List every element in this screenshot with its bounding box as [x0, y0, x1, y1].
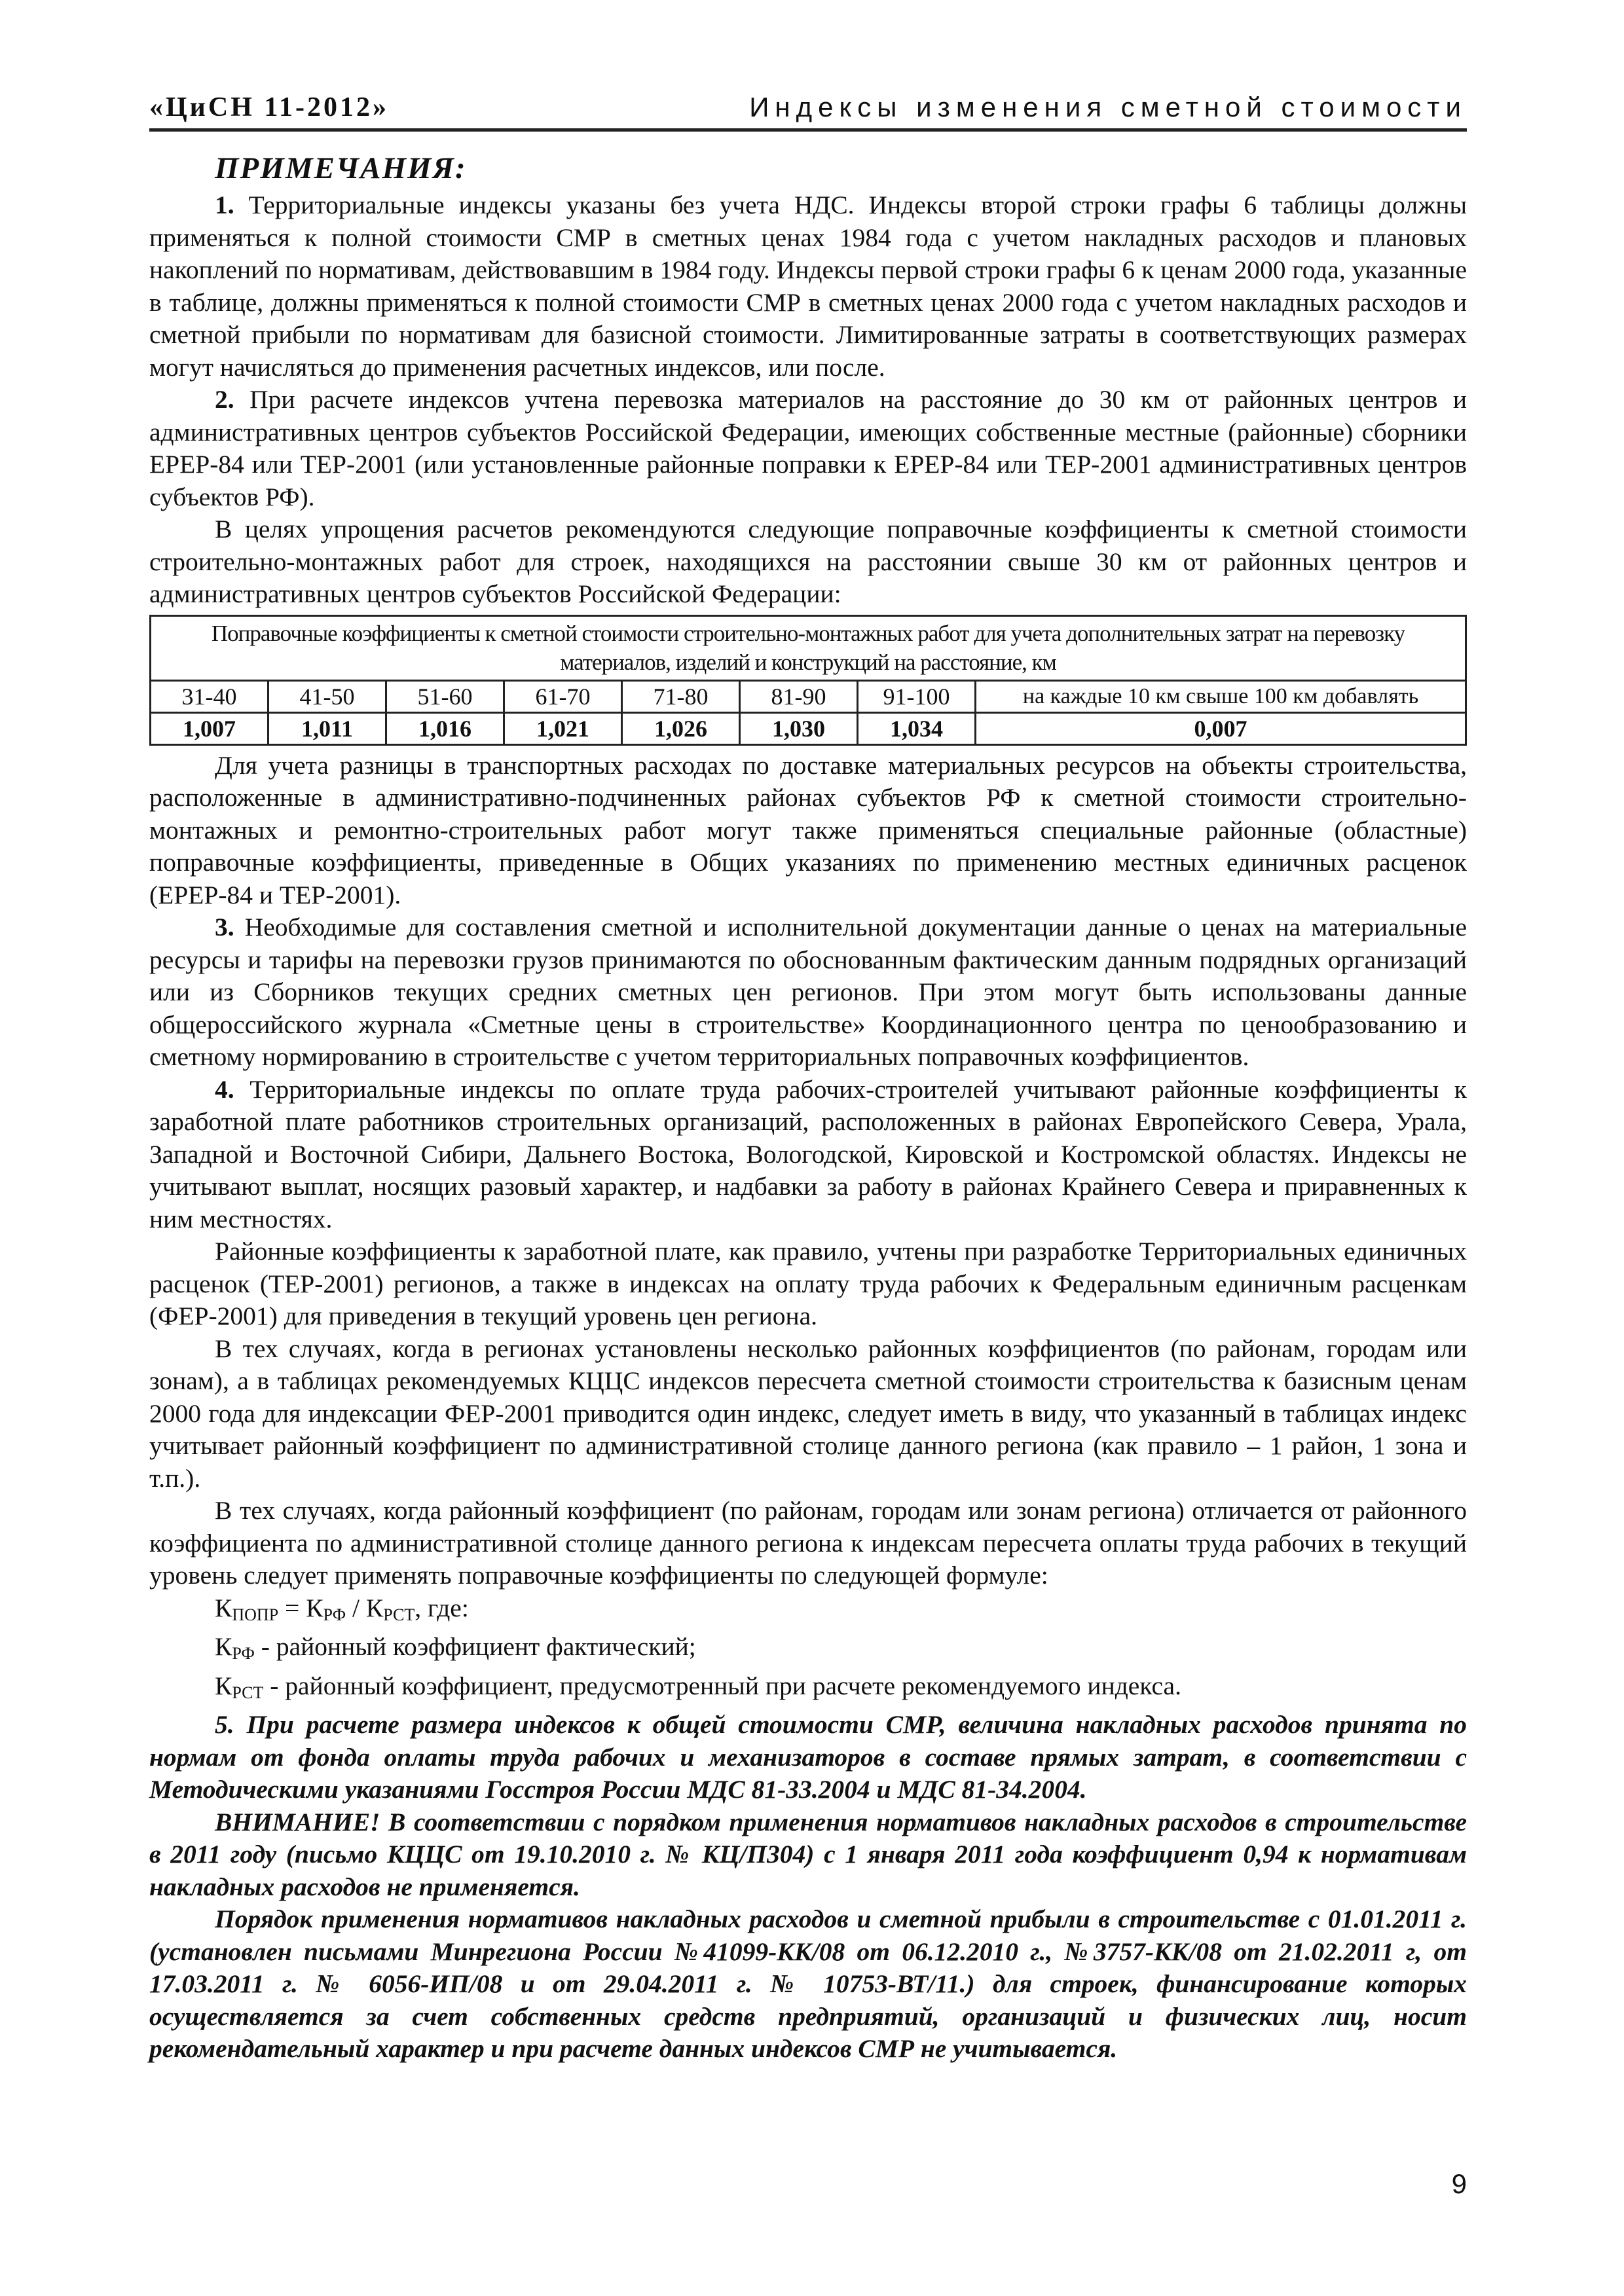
header-title: Индексы изменения сметной стоимости: [749, 92, 1467, 122]
note-3-text: Необходимые для составления сметной и исполнительной документации данные о ценах на материальные ресурсы и тарифы на перевозки грузов принимаются по обоснованным фактическим данным подрядных организаций или из Сборников текущих средних сметных цен регионов. При этом могут быть использованы данные общероссийского журнала «Сметные цены в строительстве» Координационного центра по ценообразованию и сметному нормированию в строительстве с учетом территориальных поправочных коэффициентов.: [149, 913, 1467, 1071]
note-5-procedure: Порядок применения нормативов накладных расходов и сметной прибыли в строительстве с 01.01.2011 г. (установлен письмами Минрегиона России №41099-КК/08 от 06.12.2010 г., №3757-КК/08 от 21.02.2011 г, от 17.03.2011 г. № 6056-ИП/08 и от 29.04.2011 г. № 10753-ВТ/11.) для строек, финансирование которых осуществляется за счет собственных средств предприятий, организаций и физических лиц, носит рекомендательный характер и при расчете данных индексов СМР не учитывается.: [149, 1904, 1467, 2063]
main-content: [149, 147, 1467, 2066]
header-rule: [149, 128, 1467, 132]
table-value-cell: 1,007: [151, 712, 268, 744]
table-header-cell: на каждые 10 км свыше 100 км добавлять: [976, 680, 1466, 712]
note-2-text: При расчете индексов учтена перевозка материалов на расстояние до 30 км от районных центров и административных центров субъектов Российской Федерации, имеющих собственные местные (районные) сборники ЕРЕР-84 или ТЕР-2001 (или установленные районные поправки к ЕРЕР-84 или ТЕР-2001 административных центров субъектов РФ).: [149, 385, 1467, 511]
after-table-paragraph: Для учета разницы в транспортных расходах по доставке материальных ресурсов на объекты строительства, расположенные в административно-подчиненных районах субъектов РФ к сметной стоимости строительно-монтажных и ремонтно-строительных работ могут также применяться специальные районные (областные) поправочные коэффициенты, приведенные в Общих указаниях по применению местных единичных расценок (ЕРЕР-84 и ТЕР-2001).: [149, 750, 1467, 909]
table-value-cell: 0,007: [976, 712, 1466, 744]
note-5-attention: ВНИМАНИЕ! В соответствии с порядком применения нормативов накладных расходов в строительстве в 2011 году (письмо КЦЦС от 19.10.2010 г. № КЦ/П304) с 1 января 2011 года коэффициент 0,94 к нормативам накладных расходов не применяется.: [149, 1807, 1467, 1901]
table-header-cell: 71-80: [622, 680, 740, 712]
note-2-paragraph-2: В целях упрощения расчетов рекомендуются следующие поправочные коэффициенты к сметной стоимости строительно-монтажных работ для строек, находящихся на расстоянии свыше 30 км от районных центров и административных центров субъектов Российской Федерации:: [149, 515, 1467, 608]
note-4-paragraph-3: В тех случаях, когда в регионах установлены несколько районных коэффициентов (по районам, городам или зонам), а в таблицах рекомендуемых КЦЦС индексов пересчета сметной стоимости строительства к базисным ценам 2000 года для индексации ФЕР-2001 приводится один индекс, следует иметь в виду, что указанный в таблицах индекс учитывает районный коэффициент по административной столице данного региона (как правило – 1 район, 1 зона и т.п.).: [149, 1334, 1467, 1493]
notes-heading: ПРИМЕЧАНИЯ:: [215, 151, 467, 185]
note-4-text: Территориальные индексы по оплате труда рабочих-строителей учитывают районные коэффициенты к заработной плате работников строительных организаций, расположенных в районах Европейского Севера, Урала, Западной и Восточной Сибири, Дальнего Востока, Вологодской, Кировской и Костромской областях. Индексы не учитывают выплат, носящих разовый характер, и надбавки за работу в районах Крайнего Севера и приравненных к ним местностях.: [149, 1074, 1467, 1233]
note-3: [149, 911, 1467, 1074]
table-header-cell: 91-100: [858, 680, 976, 712]
table-value-cell: 1,034: [858, 712, 976, 744]
table-caption: Поправочные коэффициенты к сметной стоимости строительно-монтажных работ для учета дополнительных затрат на перевозку материалов, изделий и конструкций на расстояние, км: [151, 615, 1466, 680]
formula-definition-rst: $К_{РСТ}$ - районный коэффициент, предусмотренный при расчете рекомендуемого индекса.: [215, 1671, 1181, 1702]
table-value-cell: 1,026: [622, 712, 740, 744]
table-value-row: [151, 712, 1466, 744]
note-4: [149, 1074, 1467, 1236]
table-header-cell: 81-90: [740, 680, 858, 712]
formula-definition-rf: $К_{РФ}$ - районный коэффициент фактический;: [215, 1632, 696, 1663]
table-header-cell: 31-40: [151, 680, 268, 712]
formula-line: $К_{ПОПР} = К_{РФ} / К_{РСТ}$, где:: [215, 1593, 469, 1624]
note-4-paragraph-2: Районные коэффициенты к заработной плате, как правило, учтены при разработке Территориальных единичных расценок (ТЕР-2001) регионов, а также в индексах на оплату труда рабочих к Федеральным единичным расценкам (ФЕР-2001) для приведения в текущий уровень цен региона.: [149, 1237, 1467, 1330]
note-4-paragraph-4: В тех случаях, когда районный коэффициент (по районам, городам или зонам региона) отличается от районного коэффициента по административной столице данного региона к индексам пересчета оплаты труда рабочих в текущий уровень следует применять поправочные коэффициенты по следующей формуле:: [149, 1496, 1467, 1590]
note-1-number: 1.: [215, 191, 234, 219]
table-value-cell: 1,021: [504, 712, 622, 744]
table-header-row: [151, 680, 1466, 712]
table-header-cell: 61-70: [504, 680, 622, 712]
note-1: [149, 189, 1467, 384]
table-value-cell: 1,011: [268, 712, 386, 744]
note-3-number: 3.: [215, 913, 234, 941]
table-value-cell: 1,030: [740, 712, 858, 744]
table-header-cell: 41-50: [268, 680, 386, 712]
note-4-number: 4.: [215, 1074, 234, 1104]
header-doc-code: «ЦиСН 11-2012»: [149, 92, 390, 122]
note-1-text: Территориальные индексы указаны без учета НДС. Индексы второй строки графы 6 таблицы должны применяться к полной стоимости СМР в сметных ценах 1984 года с учетом накладных расходов и плановых накоплений по нормативам, действовавшим в 1984 году. Индексы первой строки графы 6 к ценам 2000 года, указанные в таблице, должны применяться к полной стоимости СМР в сметных ценах 2000 года с учетом накладных расходов и сметной прибыли по нормативам для базисной стоимости. Лимитированные затраты в соответствующих размерах могут начисляться до применения расчетных индексов, или после.: [149, 191, 1467, 382]
coefficient-table: [149, 615, 1467, 746]
page-number: 9: [1451, 2168, 1467, 2199]
table-value-cell: 1,016: [386, 712, 504, 744]
table-header-cell: 51-60: [386, 680, 504, 712]
note-2: [149, 384, 1467, 513]
note-2-number: 2.: [215, 385, 234, 414]
note-5: 5. При расчете размера индексов к общей стоимости СМР, величина накладных расходов принята по нормам от фонда оплаты труда рабочих и механизаторов в составе прямых затрат, в соответствии с Методическими указаниями Госстроя России МДС 81-33.2004 и МДС 81-34.2004.: [149, 1710, 1467, 1804]
